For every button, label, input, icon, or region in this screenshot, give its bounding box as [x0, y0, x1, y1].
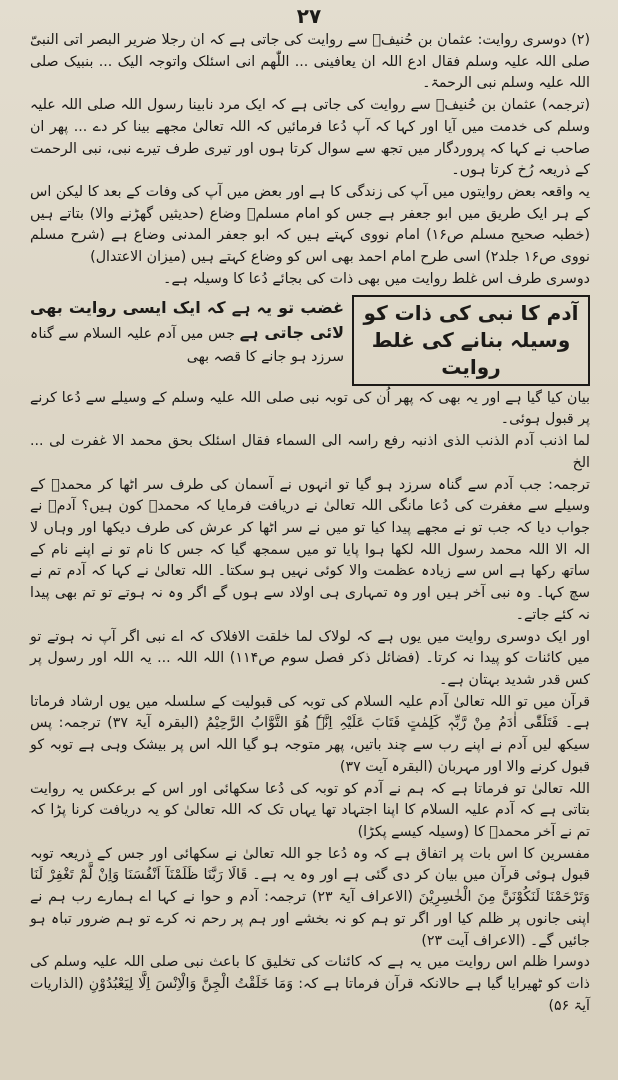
- paragraph: اللہ تعالیٰ تو فرماتا ہے کہ ہم نے آدم کو توبہ کی دُعا سکھائی اور اس کے برعکس یہ روایت بتاتی ہے کہ آدم علیہ السلام کا اپنا اجتہاد تھا یہاں تک کہ اللہ تعالیٰ کو یہ دریافت کرنا پڑا کہ تم نے آخر محمدؐ کا (وسیلہ کیسے پکڑا): [30, 780, 590, 840]
- paragraph: ترجمہ: جب آدم سے گناہ سرزد ہو گیا تو انہوں نے آسمان کی طرف سر اٹھا کر محمدؐ کے وسیلے سے مغفرت کی دُعا مانگی اللہ تعالیٰ نے دریافت فرمایا کہ محمدؐ کون ہیں؟ آدمؑ نے جواب دیا کہ جب تو نے مجھے پیدا کیا تو میں نے سر اٹھا کر عرش کی طرف دیکھا اور وہاں لا الہ الا اللہ محمد رسول اللہ لکھا ہوا پایا تو میں سمجھ گیا کہ جس کا نام تو نے اپنے نام کے ساتھ رکھا ہے اس سے زیادہ عظمت والا کوئی نہیں ہو سکتا۔ اللہ تعالیٰ نے کہا کہ آدم تم نے سچ کہا۔ وہ نبی آخر ہیں اور وہ تمہاری ہی اولاد سے ہوں گے اگر وہ نہ ہوتے تو تم بھی پیدا نہ کئے جاتے۔: [30, 476, 590, 623]
- paragraph: (۲) دوسری روایت: عثمان بن حُنیفؓ سے روایت کی جاتی ہے کہ ان رجلا ضریر البصر اتی النبیّ صلی اللہ علیہ وسلم فقال ادع اللہ ان یعافینی ... اللّٰھم انی اسئلک واتوجہ الیک ... بنبیک صلی اللہ علیہ وسلم نبی الرحمۃ۔: [30, 32, 590, 92]
- arabic-quote: لما اذنب آدم الذنب الذی اذنبہ رفع راسہ الی السماء فقال اسئلک بحق محمد الا غفرت لی ... الخ: [30, 433, 590, 471]
- paragraph: (ترجمہ) عثمان بن حُنیفؓ سے روایت کی جاتی ہے کہ ایک مرد نابینا رسول اللہ صلی اللہ علیہ وسلم کی خدمت میں آیا اور کہا کہ آپ دُعا فرمائیں کہ اللہ تعالیٰ مجھے بینا کر دے ... پھر ان صاحب نے کہا کہ پروردگار میں تجھ سے سوال کرتا ہوں اور تیری طرف تیرے نبی، نبی الرحمت کے ذریعہ رُخ کرتا ہوں۔: [30, 97, 590, 179]
- page-number: ۲۷: [296, 4, 322, 28]
- section-heading-row: [30, 295, 590, 386]
- document-body: [30, 30, 590, 1017]
- heading-side-bold: غضب تو یہ ہے کہ ایک ایسی روایت بھی لائی جاتی ہے: [30, 297, 344, 343]
- section-heading: آدم کا نبی کی ذات کو وسیلہ بنانے کی غلط روایت: [352, 295, 590, 386]
- paragraph: یہ واقعہ بعض روایتوں میں آپ کی زندگی کا ہے اور بعض میں آپ کی وفات کے بعد کا لیکن اس کے ہر ایک طریق میں ابو جعفر ہے جس کو امام مسلمؒ وضاع (حدیثیں گھڑنے والا) بتاتے ہیں (خطبہ صحیح مسلم ص۱۶) امام نووی کہتے ہیں کہ ابو جعفر المدنی وضاع ہے (شرح مسلم نووی ص۱۶ جلد۲) اسی طرح امام احمد بھی اس کو وضاع کہتے ہیں (میزان الاعتدال): [30, 184, 590, 266]
- heading-side-text: [30, 295, 352, 386]
- paragraph: مفسرین کا اس بات پر اتفاق ہے کہ وہ دُعا جو اللہ تعالیٰ نے سکھائی اور جس کے ذریعہ توبہ قبول ہوئی قرآن میں بیان کر دی گئی ہے اور وہ یہ ہے۔ قَالَا رَبَّنَا ظَلَمْنَآ اَنْفُسَنَا وَاِنْ لَّمْ تَغْفِرْ لَنَا وَتَرْحَمْنَا لَنَكُوْنَنَّ مِنَ الْخٰسِرِيْنَ (الاعراف آیۃ ۲۳) ترجمہ: آدم و حوا نے کہا اے ہمارے رب ہم نے اپنی جانوں پر ظلم کیا اور اگر تو ہم کو نہ بخشے اور ہم پر رحم نہ کرے تو ہم ضرور تباہ ہو جائیں گے۔ (الاعراف آیت ۲۳): [30, 845, 590, 949]
- paragraph: قرآن میں تو اللہ تعالیٰ آدم علیہ السلام کی توبہ کی قبولیت کے سلسلہ میں یوں ارشاد فرماتا ہے۔ فَتَلَقّٰی اٰدَمُ مِنْ رَّبِّہٖ کَلِمٰتٍ فَتَابَ عَلَیْہِ اِنَّہٗ ھُوَ التَّوَّابُ الرَّحِیْمُ (البقرہ آیۃ ۳۷) ترجمہ: پس سیکھ لیں آدم نے اپنے رب سے چند باتیں، پھر متوجہ ہو گیا اللہ اس پر بیشک وہی ہے توبہ کو قبول کرنے والا اور مہربان (البقرہ آیت ۳۷): [30, 693, 590, 775]
- paragraph: دوسری طرف اس غلط روایت میں بھی ذات کی بجائے دُعا کا وسیلہ ہے۔: [163, 270, 590, 287]
- paragraph: دوسرا ظلم اس روایت میں یہ ہے کہ کائنات کی تخلیق کا باعث نبی صلی اللہ علیہ وسلم کی ذات کو ٹھیرایا گیا ہے حالانکہ قرآن فرماتا ہے کہ: وَمَا خَلَقْتُ الْجِنَّ وَالْاِنْسَ اِلَّا لِيَعْبُدُوْنِ (الذاریات آیۃ ۵۶): [30, 954, 590, 1014]
- paragraph: اور ایک دوسری روایت میں یوں ہے کہ لولاک لما خلقت الافلاک کہ اے نبی اگر آپ نہ ہوتے تو میں کائنات کو پیدا نہ کرتا۔ (فضائل ذکر فصل سوم ص۱۱۴) اللہ اللہ ... یہ اللہ اور رسول پر کس قدر شدید بہتان ہے۔: [30, 628, 590, 688]
- heading-side-line: جس میں آدم علیہ السلام سے گناہ سرزد ہو جانے کا قصہ بھی: [30, 326, 344, 366]
- paragraph: بیان کیا گیا ہے اور یہ بھی کہ پھر اُن کی توبہ نبی صلی اللہ علیہ وسلم کے وسیلے سے دُعا کرنے پر قبول ہوئی۔: [30, 389, 590, 428]
